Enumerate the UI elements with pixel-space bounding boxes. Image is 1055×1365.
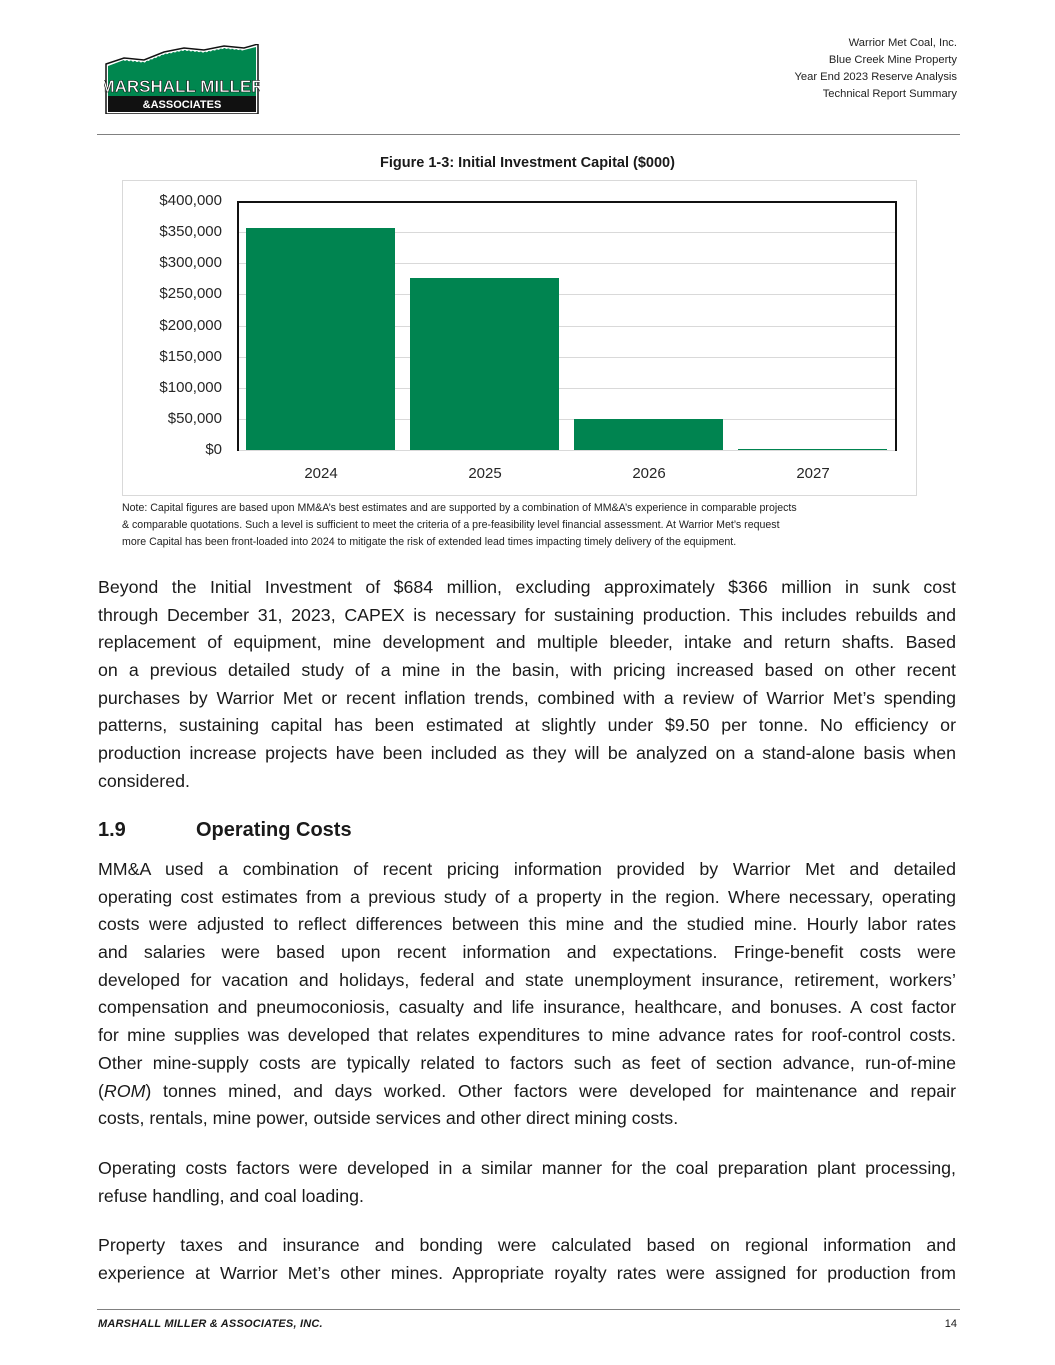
text-line: refuse handling, and coal loading. [98, 1185, 364, 1206]
text-line: Beyond the Initial Investment of $684 million, excluding approximately $366 million in sunk cost [98, 577, 956, 597]
text-line: compensation and pneumoconiosis, casualty and life insurance, healthcare, and bonuses. A cost factor [98, 997, 956, 1018]
report-header [794, 35, 957, 103]
paragraph-operating-costs [98, 856, 956, 1133]
y-tick-label: $150,000 [159, 348, 222, 365]
text-line: MM&A used a combination of recent pricing information provided by Warrior Met and detailed [98, 859, 956, 879]
section-title: Operating Costs [196, 819, 352, 841]
header-report-type: Technical Report Summary [822, 88, 957, 100]
bar-2025 [410, 278, 559, 450]
page-number: 14 [944, 1318, 957, 1330]
figure-note [122, 500, 942, 551]
y-tick-label: $350,000 [159, 223, 222, 240]
y-tick-label: $400,000 [159, 192, 222, 209]
figure-title: Figure 1-3: Initial Investment Capital ($000) [380, 155, 675, 171]
header-analysis: Year End 2023 Reserve Analysis [794, 71, 957, 83]
x-tick-label: 2026 [632, 465, 666, 482]
text-line: production increase projects have been included as they will be analyzed on a stand-alone basis when [98, 743, 956, 764]
bar-2026 [574, 419, 723, 450]
text-line: costs, rentals, mine power, outside services and other direct mining costs. [98, 1108, 679, 1129]
mountain-logo-icon [104, 44, 260, 114]
x-tick-label: 2027 [796, 465, 830, 482]
note-line: Note: Capital figures are based upon MM&A’s best estimates and are supported by a combination of MM&A’s experience in comparable projects [122, 502, 797, 514]
bar-2024 [246, 228, 395, 450]
text-line: operating cost estimates from a previous study of a property in the region. Where necessary, operating [98, 886, 956, 907]
text-line: (ROM) tonnes mined, and days worked. Other factors were developed for maintenance and repair [98, 1080, 956, 1101]
y-tick-label: $250,000 [159, 285, 222, 302]
text-line: Other mine-supply costs are typically related to factors such as feet of section advance, run-of-mine [98, 1052, 956, 1073]
x-tick-label: 2024 [304, 465, 338, 482]
note-line: & comparable quotations. Such a level is sufficient to meet the criteria of a pre-feasibility level financial assessment. At Warrior Met’s request [122, 519, 780, 531]
header-divider [97, 134, 960, 135]
section-heading [98, 819, 352, 842]
header-company: Warrior Met Coal, Inc. [848, 37, 957, 49]
text-line: through December 31, 2023, CAPEX is necessary for sustaining production. This includes rebuilds and [98, 604, 956, 625]
text-line: developed for vacation and holidays, federal and state unemployment insurance, retirement, workers’ [98, 969, 956, 990]
text-line: and salaries were based upon recent information and expectations. Fringe-benefit costs were [98, 942, 956, 963]
text-line: Property taxes and insurance and bonding were calculated based on regional information and [98, 1235, 956, 1255]
company-logo [104, 44, 260, 114]
text-line: patterns, sustaining capital has been estimated at slightly under $9.50 per tonne. No efficiency or [98, 715, 956, 736]
y-tick-label: $50,000 [167, 410, 222, 427]
svg-text:MARSHALL MILLER: MARSHALL MILLER [104, 77, 260, 96]
bar-2027 [738, 449, 887, 450]
y-tick-label: $0 [205, 441, 222, 458]
footer-divider [97, 1309, 960, 1310]
text-line: on a previous detailed study of a mine in the basin, with pricing increased based on other recent [98, 660, 956, 681]
header-property: Blue Creek Mine Property [828, 54, 957, 66]
footer-company: MARSHALL MILLER & ASSOCIATES, INC. [98, 1318, 323, 1330]
text-line: costs were adjusted to reflect differences between this mine and the studied mine. Hourly labor rates [98, 914, 956, 935]
y-tick-label: $300,000 [159, 254, 222, 271]
y-tick-label: $200,000 [159, 317, 222, 334]
section-number: 1.9 [98, 819, 126, 841]
paragraph-prep-plant-costs [98, 1155, 956, 1210]
text-line: considered. [98, 770, 190, 791]
text-line: purchases by Warrior Met or recent inflation trends, combined with a review of Warrior Met’s spending [98, 687, 956, 708]
note-line: more Capital has been front-loaded into 2024 to mitigate the risk of extended lead times impacting timely delivery of the equipment. [122, 536, 737, 548]
text-line: replacement of equipment, mine development and multiple bleeder, intake and return shafts. Based [98, 632, 956, 653]
y-tick-label: $100,000 [159, 379, 222, 396]
paragraph-sustaining-capital [98, 574, 956, 796]
paragraph-taxes-royalties [98, 1232, 956, 1287]
text-line: for mine supplies was developed that relates expenditures to mine advance rates for roof-control costs. [98, 1025, 956, 1046]
svg-text:&ASSOCIATES: &ASSOCIATES [142, 99, 222, 111]
x-tick-label: 2025 [468, 465, 502, 482]
text-line: Operating costs factors were developed in a similar manner for the coal preparation plant processing, [98, 1158, 956, 1178]
text-line: experience at Warrior Met’s other mines. Appropriate royalty rates were assigned for production from [98, 1262, 956, 1283]
